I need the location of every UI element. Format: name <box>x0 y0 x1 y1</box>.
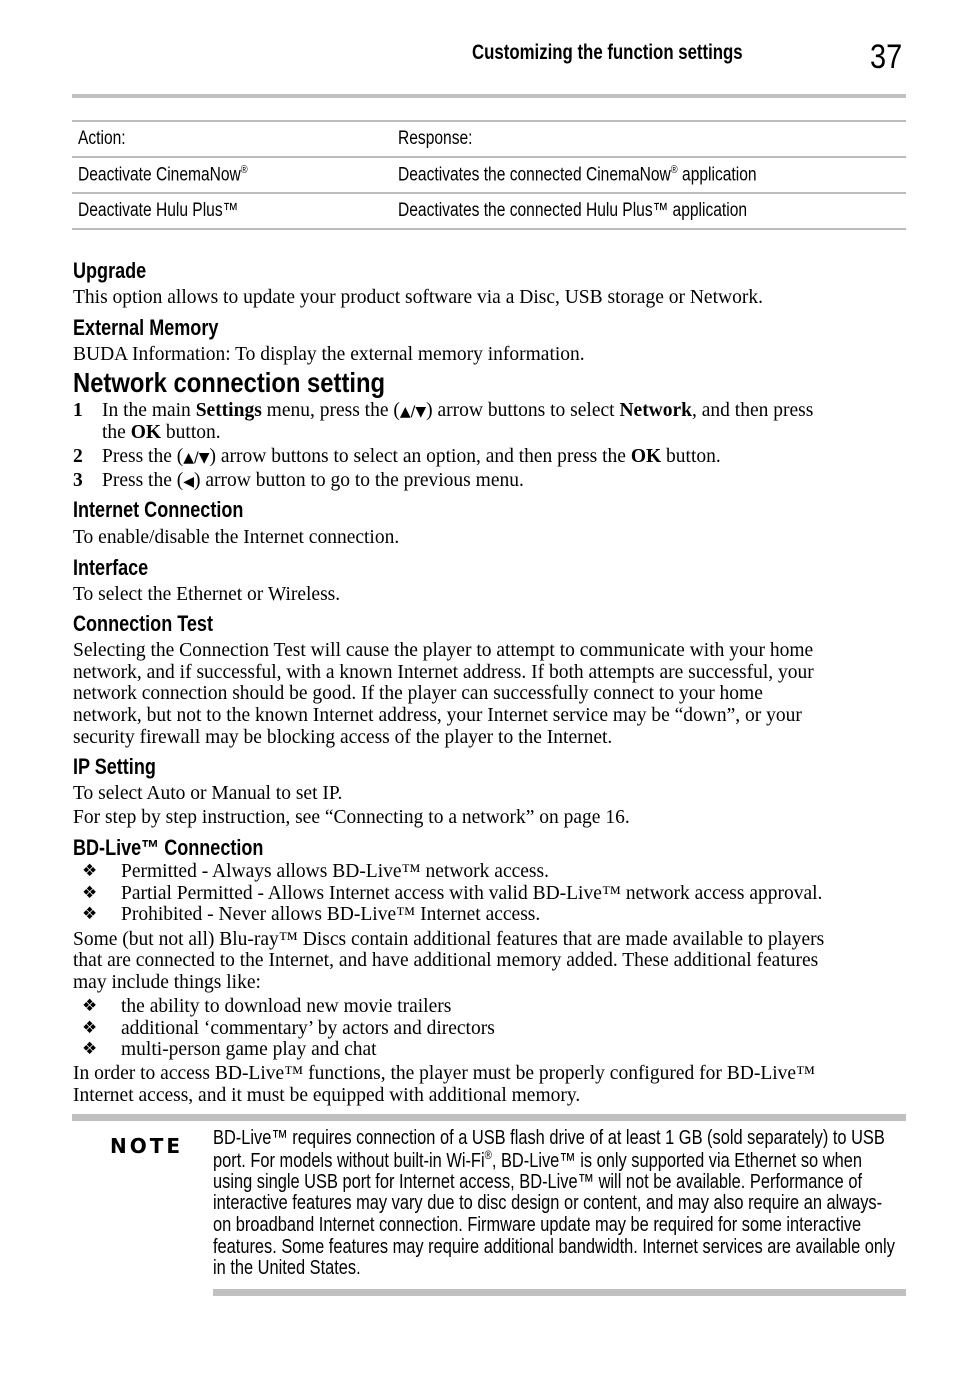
heading-interface: Interface <box>73 555 149 580</box>
running-header-title: Customizing the function settings <box>472 41 743 64</box>
table-cell-response: Deactivates the connected CinemaNow® application <box>398 163 757 186</box>
table-header-response: Response: <box>398 128 473 149</box>
heading-internet-connection: Internet Connection <box>73 497 244 522</box>
table-row <box>72 193 906 229</box>
heading-connection-test: Connection Test <box>73 611 213 636</box>
connection-test-line: network, and if successful, with a known Internet address. If both attempts are successful, your <box>73 662 814 683</box>
external-memory-text: BUDA Information: To display the external memory information. <box>73 344 585 365</box>
note-line: in the United States. <box>213 1256 361 1279</box>
connection-test-line: Selecting the Connection Test will cause the player to attempt to communicate with your home <box>73 640 814 661</box>
upgrade-text: This option allows to update your product software via a Disc, USB storage or Network. <box>73 287 763 308</box>
four-diamond-bullet-icon: ❖ <box>82 1018 98 1038</box>
bd-live-paragraph-line: Some (but not all) Blu-ray™ Discs contain additional features that are made available to players <box>73 929 825 950</box>
heading-upgrade: Upgrade <box>73 258 147 283</box>
connection-test-line: network, but not to the known Internet address, your Internet service may be “down”, or your <box>73 705 802 726</box>
step-number: 2 <box>73 446 83 467</box>
ip-setting-line: For step by step instruction, see “Connecting to a network” on page 16. <box>73 807 630 828</box>
ip-setting-line: To select Auto or Manual to set IP. <box>73 783 343 804</box>
note-line: interactive features may vary due to disc design or content, and may also require an always- <box>213 1191 883 1214</box>
note-line: BD-Live™ requires connection of a USB flash drive of at least 1 GB (sold separately) to USB <box>213 1126 885 1149</box>
bd-live-paragraph-line: In order to access BD-Live™ functions, the player must be properly configured for BD-Live™ <box>73 1063 816 1084</box>
note-label: NOTE <box>110 1134 184 1158</box>
bd-live-paragraph-line: that are connected to the Internet, and have additional memory added. These additional features <box>73 950 819 971</box>
table-header-action: Action: <box>78 128 126 149</box>
step-text: In the main Settings menu, press the (▲/▼) arrow buttons to select Network, and then press <box>102 400 814 421</box>
step-text: the OK button. <box>102 422 221 443</box>
four-diamond-bullet-icon: ❖ <box>82 883 98 903</box>
connection-test-line: network connection should be good. If the player can successfully connect to your home <box>73 683 763 704</box>
table-cell-action: Deactivate Hulu Plus™ <box>78 200 239 221</box>
up-down-arrow-icon: ▲/▼ <box>183 450 210 466</box>
step-text: Press the (▲/▼) arrow buttons to select an option, and then press the OK button. <box>102 446 721 467</box>
note-line: features. Some features may require additional bandwidth. Internet services are available only <box>213 1235 895 1258</box>
up-down-arrow-icon: ▲/▼ <box>399 404 427 420</box>
action-response-table <box>72 120 906 230</box>
connection-test-line: security firewall may be blocking access of the player to the Internet. <box>73 727 613 748</box>
table-header-row <box>72 121 906 157</box>
four-diamond-bullet-icon: ❖ <box>82 996 98 1016</box>
bd-live-paragraph-line: Internet access, and it must be equipped with additional memory. <box>73 1085 581 1106</box>
step-text: Press the (◀) arrow button to go to the previous menu. <box>102 470 524 491</box>
four-diamond-bullet-icon: ❖ <box>82 861 98 881</box>
note-line: port. For models without built-in Wi-Fi®, BD-Live™ is only supported via Ethernet so when <box>213 1148 862 1172</box>
four-diamond-bullet-icon: ❖ <box>82 904 98 924</box>
heading-external-memory: External Memory <box>73 315 219 340</box>
note-line: using single USB port for Internet access, BD-Live™ will not be available. Performance of <box>213 1170 863 1193</box>
interface-text: To select the Ethernet or Wireless. <box>73 584 341 605</box>
internet-connection-text: To enable/disable the Internet connection. <box>73 527 400 548</box>
note-line: on broadband Internet connection. Firmware update may be required for some interactive <box>213 1213 862 1236</box>
step-number: 3 <box>73 470 83 491</box>
four-diamond-bullet-icon: ❖ <box>82 1039 98 1059</box>
bd-live-paragraph-line: may include things like: <box>73 972 261 993</box>
heading-ip-setting: IP Setting <box>73 754 156 779</box>
step-number: 1 <box>73 400 83 421</box>
table-row <box>72 157 906 193</box>
left-arrow-icon: ◀ <box>183 474 195 490</box>
header-rule <box>72 94 906 98</box>
table-cell-action: Deactivate CinemaNow® <box>78 163 248 186</box>
page-number: 37 <box>870 38 903 76</box>
table-cell-response: Deactivates the connected Hulu Plus™ application <box>398 200 748 221</box>
note-bottom-rule <box>213 1289 906 1296</box>
heading-network-connection-setting: Network connection setting <box>73 367 386 398</box>
note-top-rule <box>72 1114 906 1121</box>
heading-bd-live-connection: BD-Live™ Connection <box>73 835 264 860</box>
